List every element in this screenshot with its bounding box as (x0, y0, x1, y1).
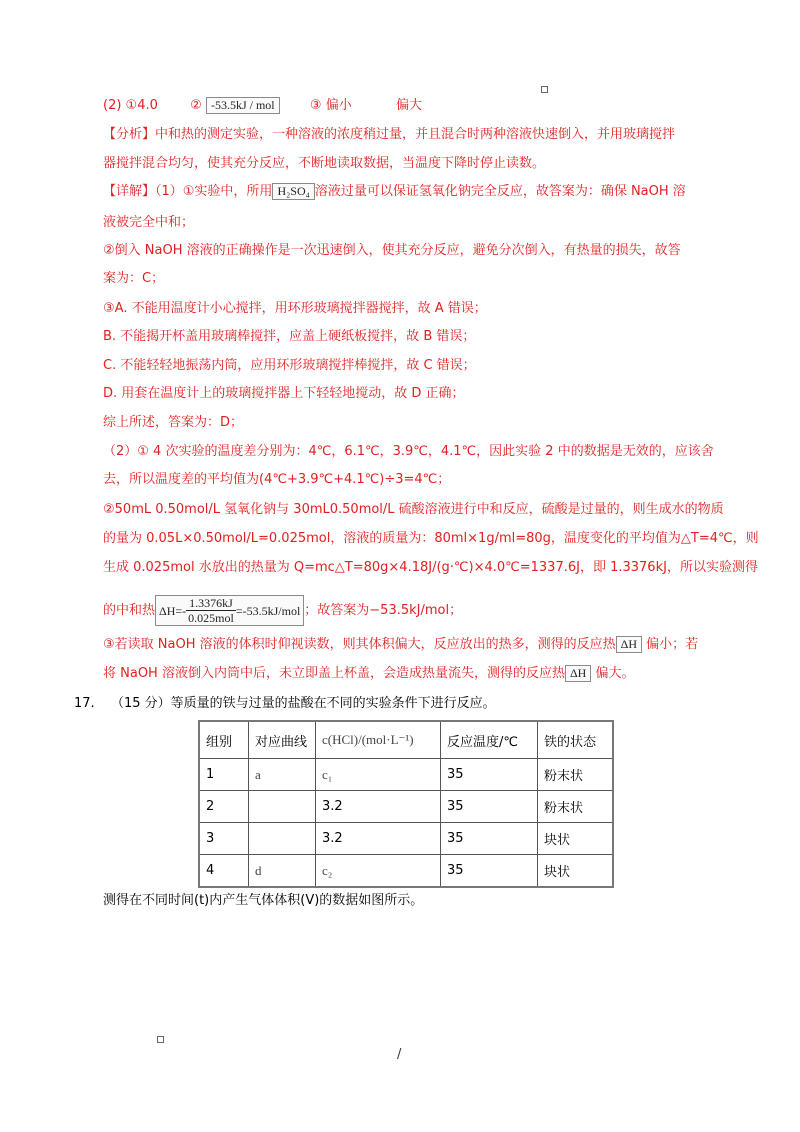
detail-line-7: C. 不能轻轻地振荡内筒，应用环形玻璃搅拌棒搅拌，故 C 错误； (103, 358, 476, 373)
detail-line-1b: 溶液过量可以保证氢氧化钠完全反应，故答案为：确保 NaOH 溶 (314, 184, 686, 199)
answer-circle3: ③ 偏小 (309, 98, 352, 113)
detail-line-1 (103, 183, 686, 201)
corner-mark-bottom (157, 1036, 164, 1043)
table-cell: 3.2 (316, 791, 441, 823)
header-curve: 对应曲线 (249, 721, 316, 759)
detail-line-2: 液被完全中和； (103, 215, 195, 230)
dh-answer-box: -53.5kJ / mol (206, 97, 280, 114)
table-cell: c₂ (316, 855, 441, 888)
detail-line-16 (103, 636, 698, 654)
detail-line-17a: 将 NaOH 溶液倒入内筒中后，未立即盖上杯盖，会造成热量流失，测得的反应热 (103, 666, 565, 681)
table-cell: 3.2 (316, 823, 441, 855)
table-cell: 4 (199, 855, 249, 888)
table-cell: a (249, 759, 316, 791)
table-cell: 35 (441, 791, 538, 823)
detail-line-6: B. 不能揭开杯盖用玻璃棒搅拌，应盖上硬纸板搅拌，故 B 错误； (103, 329, 476, 344)
detail-line-1a: 【详解】（1）①实验中，所用 (103, 184, 273, 199)
header-group: 组别 (199, 721, 249, 759)
analysis-line-2: 器搅拌混合均匀，使其充分反应，不断地读取数据，当温度下降时停止读数。 (103, 156, 546, 171)
table-cell: c₁ (316, 759, 441, 791)
dh-box-2: ΔH (565, 665, 591, 682)
fraction (186, 596, 236, 625)
detail-line-16b: 偏小；若 (646, 637, 699, 652)
detail-line-5: ③A. 不能用温度计小心搅拌，用环形玻璃搅拌器搅拌，故 A 错误； (103, 301, 487, 316)
table-cell: 35 (441, 823, 538, 855)
experiment-table (198, 720, 614, 888)
table-cell: d (249, 855, 316, 888)
detail-line-8: D. 用套在温度计上的玻璃搅拌器上下轻轻地搅动，故 D 正确； (103, 386, 465, 401)
detail-line-10: （2）① 4 次实验的温度差分别为：4℃，6.1℃，3.9℃，4.1℃，因此实验 2 中的数据是无效的，应该舍 (103, 444, 714, 459)
detail-line-3: ②倒入 NaOH 溶液的正确操作是一次迅速倒入，使其充分反应，避免分次倒入，有热量的损失，故答 (103, 243, 681, 258)
answer-part1: (2) ①4.0 (103, 98, 158, 113)
table-row (199, 759, 613, 791)
enthalpy-fraction (155, 595, 304, 626)
detail-line-4: 案为：C； (103, 271, 165, 286)
answer-bigger: 偏大 (396, 98, 423, 113)
table-row (199, 823, 613, 855)
table-cell: 1 (199, 759, 249, 791)
table-cell: 块状 (538, 823, 614, 855)
h2so4-box: H₂SO₄ (272, 183, 314, 200)
answer-line (103, 97, 422, 115)
detail-line-11: 去，所以温度差的平均值为(4℃+3.9℃+4.1℃)÷3=4℃； (103, 472, 451, 487)
detail-line-17 (103, 665, 635, 683)
header-iron-state: 铁的状态 (538, 721, 614, 759)
table-row (199, 791, 613, 823)
detail-line-16a: ③若读取 NaOH 溶液的体积时仰视读数，则其体积偏大，反应放出的热多，测得的反应热 (103, 637, 616, 652)
header-concentration: c(HCl)/(mol·L⁻¹) (316, 721, 441, 759)
table-row (199, 855, 613, 888)
fraction-prefix: ΔH=- (159, 603, 187, 618)
table-cell: 35 (441, 855, 538, 888)
detail-line-12: ②50mL 0.50mol/L 氢氧化钠与 30mL0.50mol/L 硫酸溶液进行中和反应，硫酸是过量的，则生成水的物质 (103, 502, 724, 517)
fraction-numerator: 1.3376kJ (186, 596, 236, 611)
dh-box-1: ΔH (616, 636, 642, 653)
detail-line-15 (103, 595, 462, 626)
question-after-text: 测得在不同时间(t)内产生气体体积(V)的数据如图所示。 (103, 893, 424, 908)
fraction-suffix: =-53.5kJ/mol (235, 603, 301, 618)
page-footer-slash: / (397, 1047, 402, 1062)
detail-line-17b: 偏大。 (595, 666, 635, 681)
answer-circle2: ② (190, 98, 202, 113)
table-cell: 块状 (538, 855, 614, 888)
question-17 (74, 695, 496, 713)
detail-line-9: 综上所述，答案为：D； (103, 415, 244, 430)
table-cell (249, 791, 316, 823)
fraction-denominator: 0.025mol (188, 611, 234, 625)
table-cell: 粉末状 (538, 791, 614, 823)
question-number: 17. (74, 696, 95, 711)
detail-line-15b: ；故答案为−53.5kJ/mol； (304, 603, 463, 618)
detail-line-14: 生成 0.025mol 水放出的热量为 Q=mc△T=80g×4.18J/(g·℃)×4.0℃=1337.6J，即 1.3376kJ，所以实验测得 (103, 560, 758, 575)
table-cell: 粉末状 (538, 759, 614, 791)
detail-line-13: 的量为 0.05L×0.50mol/L=0.025mol，溶液的质量为：80ml×1g/ml=80g，温度变化的平均值为△T=4℃，则 (103, 531, 759, 546)
detail-line-15a: 的中和热 (103, 603, 156, 618)
header-temperature: 反应温度/℃ (441, 721, 538, 759)
table-cell: 3 (199, 823, 249, 855)
analysis-line-1: 【分析】中和热的测定实验，一种溶液的浓度稍过量，并且混合时两种溶液快速倒入，并用玻璃搅拌 (103, 127, 676, 142)
table-header-row (199, 721, 613, 759)
question-text: （15 分）等质量的铁与过量的盐酸在不同的实验条件下进行反应。 (110, 696, 496, 711)
table-cell (249, 823, 316, 855)
corner-mark-top (541, 86, 548, 93)
table-cell: 35 (441, 759, 538, 791)
table-cell: 2 (199, 791, 249, 823)
